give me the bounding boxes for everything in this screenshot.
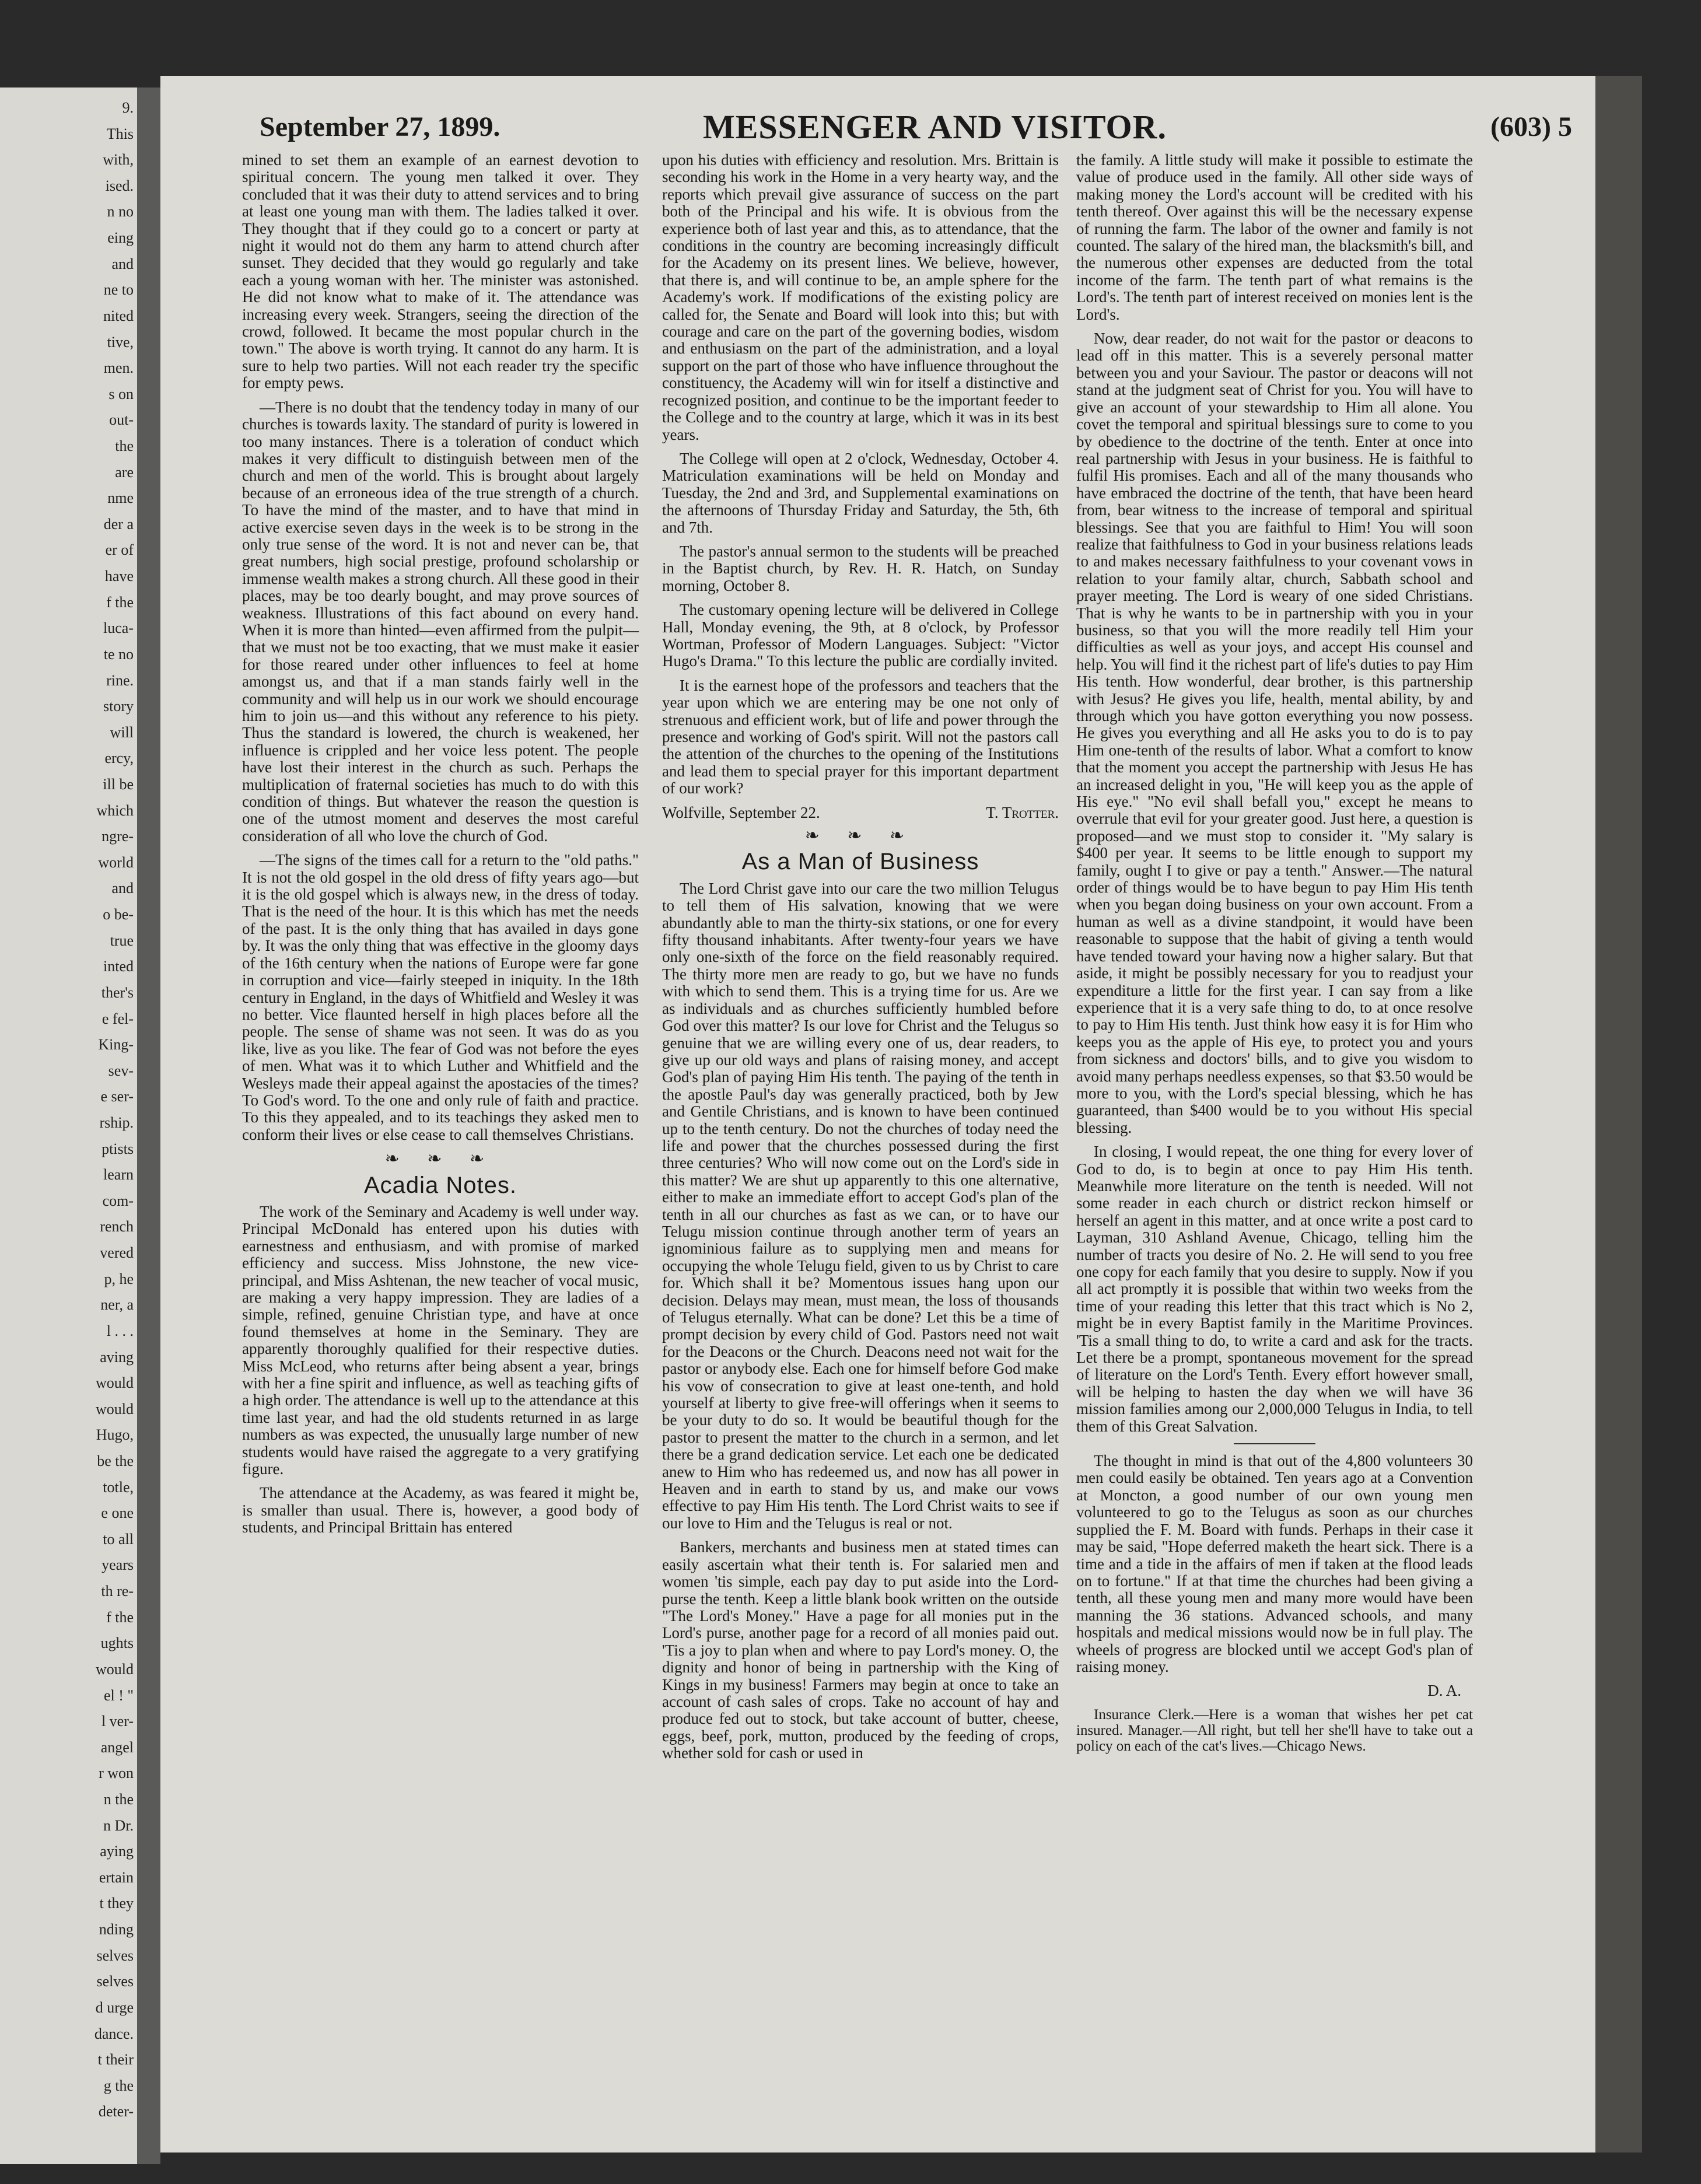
facing-page-fragment: el ! "	[103, 1686, 134, 1704]
paragraph: —There is no doubt that the tendency today in many of our churches is towards laxity. The standard of purity is lowered in too many instances. There is a toleration of conduct which makes it very difficult to distinguish between men of the church and men of the world. This is brought about largely because of an erroneous idea of the true strength of a church. To have the mind of the master, and to have that mind in active exercise seven days in the week is to be strong in the only true sense of the word. It is not and never can be, that great numbers, high social prestige, profound scholarship or immense wealth makes a strong church. All these good in their places, may be too dearly bought, and may prove sources of weakness. Illustrations of this fact abound on every hand. When it is more than hinted—even affirmed from the pulpit—that we must not be too exacting, that we must make it easier for those reared under other influences to feel at home amongst us, and that if a man stands fairly well in the community and will help us in our work we should encourage him to join us—and this without any reference to his piety. Thus the standard is lowered, the church is weakened, her influence is crippled and her voice less potent. The people have lost their interest in the church as such. Perhaps the multiplication of fraternal societies has much to do with this condition of things. But whatever the reason the question is one of the utmost moment and deserves the most careful consideration of all who love the church of God.	[242, 398, 639, 845]
facing-page-fragment: s on	[108, 385, 134, 402]
facing-page-fragment: King-	[98, 1036, 134, 1054]
facing-page-fragment: ertain	[99, 1868, 134, 1886]
anecdote: Insurance Clerk.—Here is a woman that wishes her pet cat insured. Manager.—All right, but tell her she'll have to take out a policy on each of the cat's lives.—Chicago News.	[1076, 1706, 1473, 1754]
section-heading-acadia-notes: Acadia Notes.	[363, 1172, 517, 1198]
facing-page-fragment: t they	[99, 1895, 134, 1912]
facing-page-fragment: er of	[105, 541, 134, 559]
facing-page-fragment: which	[96, 802, 134, 819]
facing-page-edge	[0, 88, 137, 2164]
facing-page-fragment: rine.	[106, 671, 134, 689]
facing-page-fragment: aying	[100, 1843, 134, 1860]
facing-page-fragment: t their	[97, 2051, 134, 2068]
facing-page-fragment: aving	[100, 1348, 134, 1366]
author-name: T. Trotter.	[986, 803, 1059, 821]
facing-page-fragment: der a	[103, 515, 134, 533]
facing-page-fragment: com-	[102, 1192, 134, 1209]
facing-page-fragment: ther's	[101, 984, 134, 1001]
newspaper-page	[160, 76, 1595, 2152]
facing-page-fragment: luca-	[103, 620, 134, 637]
paragraph: upon his duties with efficiency and resolution. Mrs. Brittain is seconding his work in the Home in a very hearty way, and the reports which prevail give assurance of success on the part both of the Principal and his wife. It is obvious from the experience both of last year and this, as to attendance, that the conditions in the country are becoming increasingly difficult for the Academy on its present lines. We believe, however, that there is, and will continue to be, an ample sphere for the Academy's work. If modifications of the existing policy are called for, the Senate and Board will look into this; but with courage and care on the part of the governing bodies, wisdom and enthusiasm on the part of the administration, and a loyal support on the part of those who have influence throughout the constituency, the Academy will win for itself a distinctive and recognized position, and continue to be the important feeder to the College and to the country at large, which it was in its best years.	[662, 151, 1059, 443]
facing-page-fragment: vered	[100, 1244, 134, 1262]
section-heading-man-of-business: As a Man of Business	[741, 849, 979, 875]
facing-page-fragment: the	[115, 438, 134, 454]
facing-page-fragment: ercy,	[104, 750, 134, 767]
facing-page-fragment: f the	[106, 1608, 134, 1626]
facing-page-fragment: l ver-	[101, 1713, 134, 1730]
paragraph: The Lord Christ gave into our care the two million Telugus to tell them of His salvation, knowing that we were abundantly able to man the thirty-six stations, or one for every fifty thousand inhabitants. After twenty-four years we have only one-sixth of the force on the field reasonably required. The thirty more men are ready to go, but we have no funds with which to send them. This is a trying time for us. Are we as individuals and as churches sufficiently humbled before God over this matter? Is our love for Christ and the Telugus so genuine that we are willing every one of us, dear readers, to give up our old ways and plans of raising money, and accept God's plan of paying Him His tenth. The paying of the tenth in the apostle Paul's day was generally practiced, both by Jew and Gentile Christians, and is known to have been continued up to the tenth century. Do not the churches of today need the life and power that the churches possessed during the first three centuries? Who will now come out on the Lord's side in this matter? We are shut up apparently to this one alternative, either to make an immediate effort to accept God's plan of the tenth in all our churches as fast as we can, or to have our Telugu mission continue through another term of years an ignominious failure as to supplying men and means for occupying the whole Telugu field, given to us by Christ to care for. Which shall it be? Momentous issues hang upon our decision. Delays may mean, must mean, the loss of thousands of Telugus eternally. What can be done? Let this be a time of prompt decision by every child of God. Pastors need not wait for the Deacons or the Church. Deacons need not wait for the pastor or anybody else. Each one for himself before God make his vow of consecration to give at least one-tenth, and hold yourself at liberty to give free-will offerings when it seems to be your duty to do so. It would be beautiful though for the pastor to present the matter to the church in a sermon, and let there be a grand dedication service. Let each one be dedicated anew to Him who has redeemed us, and now has all power in Heaven and in earth to stand by us, and make our vows effective to pay Him His tenth. The Lord Christ waits to see if our love to Him and the Telugus is real or not.	[662, 879, 1059, 1532]
facing-page-fragment: tive,	[107, 333, 134, 351]
facing-page-fragment: would	[96, 1400, 134, 1418]
facing-page-fragment: p, he	[104, 1270, 134, 1287]
facing-page-fragment: and	[111, 880, 134, 897]
facing-page-fragment: f the	[106, 593, 134, 611]
facing-page-fragment: nited	[103, 307, 134, 324]
paragraph: In closing, I would repeat, the one thing for every lover of God to do, is to begin at once to pay Him His tenth. Meanwhile more literature on the tenth is needed. Will not some reader in each church or district reckon himself or herself an agent in this matter, and at once write a post card to Layman, 310 Ashland Avenue, Chicago, telling him the number of tracts you desire of No. 2. He will send to you free one copy for each family that you desire to supply. Now if you all act promptly it is possible that within two weeks from the time of your reading this letter that this tract which is No 2, might be in every Baptist family in the Maritime Provinces. 'Tis a small thing to do, to write a card and ask for the tracts. Let there be a prompt, spontaneous movement for the spread of literature on the Lord's Tenth. Every effort however small, will be helping to hasten the day when we will have 36 mission families among our 2,000,000 Telugus in India, to tell them of this Great Salvation.	[1076, 1143, 1473, 1435]
facing-page-fragment: out-	[109, 411, 134, 429]
paragraph: the family. A little study will make it possible to estimate the value of produce used in the family. All other side ways of making money the Lord's account will be credited with his tenth thereof. Over against this will be the necessary expense of running the farm. The labor of the owner and family is not counted. The salary of the hired man, the blacksmith's bill, and the numerous other expenses are deducted from the total income of the farm. The tenth part of what remains is the Lord's. The tenth part of interest received on monies lent is the Lord's.	[1076, 151, 1473, 323]
facing-page-fragment: Hugo,	[96, 1426, 134, 1444]
paragraph: —The signs of the times call for a return to the "old paths." It is not the old gospel in the old dress of fifty years ago—but it is the old gospel which is always new, in the dress of today. That is the need of the hour. It is this which has met the needs of the past. It is the only thing that has availed in days gone by. It was the only thing that was effective in the gloomy days of the 16th century when the nations of Europe were far gone in corruption and vice—fairly steeped in iniquity. In the 18th century in England, in the days of Whitfield and Wesley it was no better. Vice flaunted herself in high places before all the people. The sense of shame was not seen. It was do as you like, live as you like. The fear of God was not before the eyes of men. What was it to which Luther and Whitfield and the Wesleys made their appeal against the apostacies of the times? To God's word. To the one and only rule of faith and practice. To this they appealed, and to its teachings they asked men to conform their lives or else cease to call themselves Christians.	[242, 851, 639, 1143]
paragraph: mined to set them an example of an earnest devotion to spiritual concern. The young men talked it over. They concluded that it was their duty to attend services and to bring at least one young man with them. The ladies talked it over. They thought that if they could go to a concert or party at night it would not do them any harm to attend church after sunset. They decided that they would go regularly and take each a young woman with her. The minister was astonished. He did not know what to make of it. The attendance was increasing every week. Strangers, seeing the direction of the crowd, followed. It became the most popular church in the town." The above is worth trying. It cannot do any harm. It is sure to help two parties. Will not each reader try the specific for empty pews.	[242, 151, 639, 392]
facing-page-fragment: n the	[103, 1791, 134, 1808]
author-initials: D. A.	[1427, 1682, 1461, 1700]
facing-page-fragment: deter-	[98, 2103, 134, 2120]
facing-page-fragment: would	[96, 1374, 134, 1392]
facing-page-fragment: ised.	[105, 177, 134, 194]
facing-page-fragment: dance.	[94, 2025, 134, 2042]
facing-page-fragment: e fel-	[102, 1010, 134, 1027]
facing-page-fragment: This	[106, 125, 134, 142]
column-2	[662, 152, 1059, 1769]
facing-page-fragment: learn	[103, 1166, 134, 1184]
paragraph: Bankers, merchants and business men at stated times can easily ascertain what their tenth is. For salaried men and women 'tis simple, each pay day to put aside into the Lord-purse the tenth. Keep a little blank book written on the outside "The Lord's Money." Have a page for all monies put in the Lord's purse, another page for a record of all monies paid out. 'Tis a joy to plan when and where to pay Lord's money. O, the dignity and honor of being in partnership with the King of Kings in my business! Farmers may begin at once to take an account of cash sales of crops. Take no account of hay and produce fed out to stock, but take account of butter, cheese, eggs, beef, pork, mutton, produced by the feeding of crops, whether sold for cash or used in	[662, 1538, 1059, 1762]
facing-page-fragment: rship.	[99, 1114, 134, 1131]
facing-page-fragment: would	[96, 1660, 134, 1678]
section-ornament: ❧ ❧ ❧	[804, 826, 916, 846]
facing-page-fragment: r won	[99, 1765, 134, 1782]
facing-page-fragment: ne to	[103, 281, 134, 299]
column-1	[242, 152, 639, 1544]
facing-page-fragment: with,	[103, 151, 134, 169]
paragraph: The customary opening lecture will be delivered in College Hall, Monday evening, the 9th, at 8 o'clock, by Professor Wortman, Professor of Modern Languages. Subject: "Victor Hugo's Drama." To this lecture the public are cordially invited.	[662, 601, 1059, 670]
paragraph: It is the earnest hope of the professors and teachers that the year upon which we are entering may be one not only of strenuous and efficient work, but of life and power through the presence and working of God's spirit. Will not the pastors call the attention of the churches to the opening of the Institutions and lead them to special prayer for this important department of our work?	[662, 676, 1059, 797]
facing-page-fragment: e ser-	[100, 1088, 134, 1105]
issue-date: September 27, 1899.	[260, 111, 501, 142]
facing-page-fragment: angel	[100, 1738, 134, 1756]
facing-page-fragment: n Dr.	[103, 1817, 134, 1834]
facing-page-fragment: eing	[107, 229, 134, 247]
masthead-title: MESSENGER AND VISITOR.	[703, 108, 1167, 146]
signature-line	[662, 804, 1059, 821]
facing-page-fragment: totle,	[103, 1478, 134, 1496]
facing-page-fragment: selves	[96, 1973, 134, 1990]
paragraph: The attendance at the Academy, as was feared it might be, is smaller than usual. There is, however, a good body of students, and Principal Brittain has entered	[242, 1484, 639, 1536]
facing-page-fragment: ngre-	[102, 828, 134, 845]
facing-page-fragment: d urge	[95, 1999, 134, 2016]
facing-page-fragment: are	[115, 463, 134, 481]
paragraph: The work of the Seminary and Academy is well under way. Principal McDonald has entered upon his duties with earnestness and enthusiasm, and with promise of marked efficiency and success. Miss Johnstone, the new vice-principal, and Miss Ashtenan, the new teacher of vocal music, are making a very happy impression. They are ladies of a simple, refined, genuine Christian type, and have at once found themselves at home in the Seminary. They are apparently thoroughly qualified for their respective duties. Miss McLeod, who returns after being absent a year, brings with her a fine spirit and influence, as well as teaching gifts of a high order. The attendance is well up to the attendance at this time last year, and had the old students returned in as large numbers as was expected, the unusually large number of new students would have raised the aggregate to a very gratifying figure.	[242, 1202, 639, 1478]
facing-page-fragment: and	[111, 255, 134, 272]
facing-page-fragment: sev-	[108, 1062, 134, 1079]
facing-page-fragment: e one	[101, 1504, 134, 1522]
facing-page-fragment: nme	[107, 489, 134, 507]
facing-page-fragment: to all	[103, 1530, 134, 1548]
facing-page-fragment: te no	[103, 645, 134, 663]
facing-page-fragment: inted	[103, 958, 134, 975]
facing-page-fragment: ptists	[102, 1140, 134, 1157]
facing-page-fragment: will	[110, 723, 134, 741]
facing-page-fragment: selves	[96, 1947, 134, 1964]
facing-page-fragment: 9.	[122, 99, 134, 116]
paragraph: The pastor's annual sermon to the students will be preached in the Baptist church, by Rev. H. R. Hatch, on Sunday morning, October 8.	[662, 542, 1059, 594]
section-ornament: ❧ ❧ ❧	[384, 1149, 496, 1169]
column-3	[1076, 152, 1473, 1761]
divider	[1234, 1443, 1315, 1444]
facing-page-fragment: l . . .	[106, 1322, 134, 1339]
facing-page-fragment: men.	[103, 359, 134, 377]
facing-page-fragment: rench	[100, 1218, 134, 1236]
facing-page-fragment: n no	[107, 203, 134, 220]
paragraph: Now, dear reader, do not wait for the pastor or deacons to lead off in this matter. This is a severely personal matter between you and your Saviour. The pastor or deacons will not stand at the judgment seat of Christ for you. You will have to give an account of your stewardship to Him all alone. You covet the temporal and spiritual blessings sure to come to you by obedience to the doctrine of the tenth. Enter at once into real partnership with Jesus in your business. He is faithful to fulfil His promises. Each and all of the many thousands who have embraced the doctrine of the tenth, that have been heard from, bear witness to the increase of temporal and spiritual blessings. See that you are faithful to Him! You will soon realize that faithfulness to God in your business relations leads to and makes necessary faithfulness to your covenant vows in relation to your family altar, church, Sabbath school and prayer meeting. The Lord is weary of one sided Christians. That is why he wants to be in partnership with you in your business, so that you will the more readily tell Him your difficulties as well as your joys, and accept His counsel and help. You will find it the richest part of life's duties to pay Him His tenth. How wonderful, dear brother, is this partnership with Jesus? He gives you life, health, mental ability, by and through which you have gotton everything you now possess. He gives you everything and all He asks you to do is to pay Him one-tenth of the results of labor. What a comfort to know that the moment you accept the partnership with Jesus He has an increased delight in you, "He will keep you as the apple of His eye." "No evil shall befall you," except he means to overrule that evil for your greater good. Just here, a question is proposed—and we must stop to consider it. "My salary is $400 per year. It seems to be little enough to support my family, ought I to give or pay a tenth." Answer.—The natural order of things would be to have begun to pay Him His tenth when you began doing business on your own account. From a human as well as a divine standpoint, it would have been reasonable to suppose that the habit of giving a tenth would have tended toward your having now a higher salary. But that aside, it might be possibly necessary for you to readjust your expenditure a little for the first year. I can say from a like experience that it is a very safe thing to do, to at once resolve to pay to Him His tenth. Just think how easy it is for Him who keeps you as the apple of His eye, to protect you and yours from sickness and doctors' bills, and to give you wisdom to avoid many perhaps needless expenses, so that $3.50 would be more to you, with the Lord's special blessing, which he has guaranteed, than $400 would be to you without His special blessing.	[1076, 330, 1473, 1136]
page-number: (603) 5	[1490, 111, 1572, 142]
page-edge-shadow	[1595, 76, 1642, 2152]
facing-page-fragment: ughts	[100, 1634, 134, 1652]
facing-page-fragment: ner, a	[100, 1296, 134, 1314]
facing-page-fragment: world	[98, 853, 134, 871]
facing-page-fragment: nding	[99, 1921, 134, 1938]
facing-page-fragment: o be-	[103, 906, 134, 923]
facing-page-fragment: be the	[97, 1452, 134, 1469]
facing-page-fragment: g the	[103, 2077, 134, 2094]
page-header	[260, 99, 1572, 152]
facing-page-fragment: story	[103, 698, 134, 715]
facing-page-fragment: th re-	[101, 1583, 134, 1600]
facing-page-fragment: true	[110, 932, 134, 949]
facing-page-fragment: have	[104, 568, 134, 585]
facing-page-fragment: ill be	[103, 776, 134, 793]
dateline: Wolfville, September 22.	[662, 803, 820, 821]
facing-page-fragment: years	[102, 1556, 134, 1574]
paragraph: The thought in mind is that out of the 4,800 volunteers 30 men could easily be obtained. Ten years ago at a Convention at Moncton, a good number of our own young men volunteered to go to the Telugus as soon as our churches supplied the F. M. Board with funds. Perhaps in their case it may be said, "Hope deferred maketh the heart sick. There is a time and a tide in the affairs of men if taken at the flood leads on to fortune." If at that time the churches had been giving a tenth, all these young men and many more would have been manning the 36 stations. Advanced schools, and many hospitals and medical missions would now be in full play. The wheels of progress are blocked until we accept God's plan of raising money.	[1076, 1452, 1473, 1675]
binding-gutter	[137, 88, 160, 2164]
paragraph: The College will open at 2 o'clock, Wednesday, October 4. Matriculation examinations will be held on Monday and Tuesday, the 2nd and 3rd, and Supplemental examinations on the afternoons of Thursday Friday and Saturday, the 5th, 6th and 7th.	[662, 449, 1059, 536]
